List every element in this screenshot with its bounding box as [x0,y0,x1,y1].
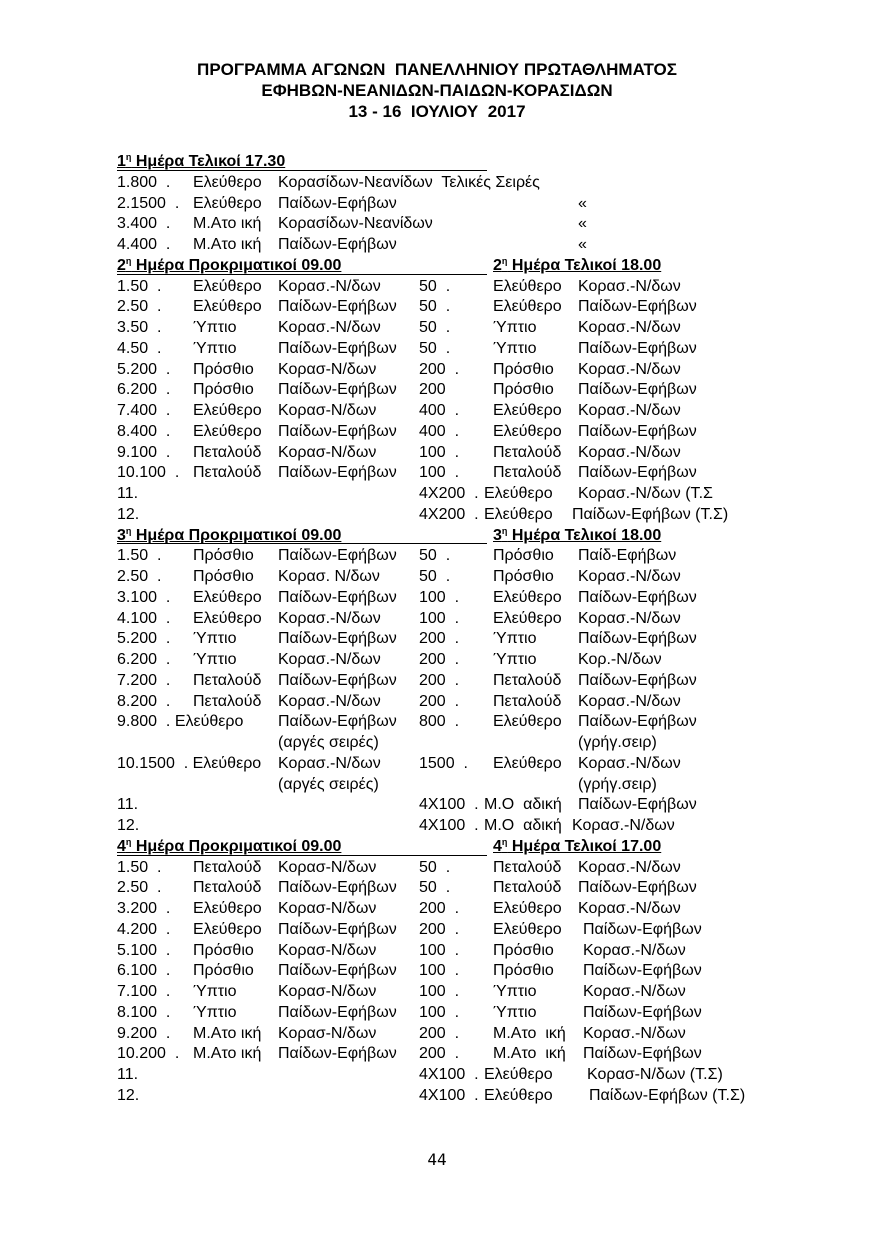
cell-c1: 7.200 . [117,671,171,689]
cell-c1: 8.100 . [117,1003,171,1021]
cell-c2: Πεταλούδ [193,879,262,897]
cell-c4: 100 . [419,588,460,606]
cell-c1: 3.50 . [117,319,162,336]
event-row [117,795,777,816]
cell-c3: Κορασ.-Ν/δων [278,651,381,668]
cell-c5: Ύπτιο [493,983,537,1000]
cell-c2: Ελεύθερο [193,402,262,419]
cell-c5: Ύπτιο [493,651,537,668]
cell-c4: 50 . [419,547,451,565]
event-row [117,567,777,588]
cell-c6: Κορασ.-Ν/δων [578,609,681,627]
cell-c1: 1.800 . [117,173,171,191]
event-row [117,297,777,318]
cell-c1: 4.100 . [117,609,171,627]
event-row [117,754,777,775]
cell-c2: Ελεύθερο [193,194,262,212]
cell-c6: Κορασ.-Ν/δων [578,443,681,461]
event-row [117,858,777,879]
cell-c5: Πρόσθιο [493,547,554,565]
cell-c5: Πρόσθιο [493,941,554,959]
cell-c4: 100 . [419,464,460,482]
cell-c2: Πεταλούδ [193,443,262,461]
cell-c3: Κορασ-Ν/δων [278,402,377,419]
event-row [117,899,777,920]
cell-c2: Πρόσθιο [193,962,254,980]
cell-c1: 3.100 . [117,588,171,606]
cell-c3: Παίδων-Εφήβων [278,1003,397,1021]
cell-c3: Παίδων-Εφήβων [278,630,397,648]
cell-c3: Παίδων-Εφήβων [278,339,397,357]
cell-c6: Παίδων-Εφήβων [578,422,697,440]
cell-c5: Ελεύθερο [493,277,562,295]
cell-c1: 5.200 . [117,630,171,648]
cell-c2: Ελεύθερο [193,277,262,295]
cell-c4: 800 . [419,713,460,731]
event-row [117,775,777,796]
event-row [117,920,777,941]
cell-c1: 12. [117,505,140,523]
cell-c1: 2.50 . [117,568,162,585]
cell-c1: 4.400 . [117,236,171,253]
cell-c3: Κορασίδων-Νεανίδων Τελικές Σειρές [278,173,540,191]
cell-c6: Παίδων-Εφήβων [578,796,697,814]
cell-c1: 2.50 . [117,879,162,897]
cell-c1: 6.200 . [117,381,171,399]
event-row [117,214,777,235]
event-row [117,733,777,754]
cell-c5: Ύπτιο [493,630,537,648]
cell-c2: Μ.Ατο ική [193,236,262,253]
cell-c3: Παίδων-Εφήβων [278,588,397,606]
event-row [117,277,777,298]
cell-c2: Πεταλούδ [193,858,262,876]
event-row [117,401,777,422]
cell-c6c: Κορασ.-Ν/δων [583,941,686,959]
cell-c6: Παίδων-Εφήβων [578,713,697,731]
cell-c1: 7.100 . [117,983,171,1000]
cell-c4: 50 . [419,568,451,585]
event-row [117,380,777,401]
cell-c1: 8.400 . [117,422,171,440]
cell-c6b: Παίδων-Εφήβων (Τ.Σ) [572,505,729,523]
cell-c4: 4X100 . [419,1086,479,1104]
event-row [117,650,777,671]
cell-c1: 4.200 . [117,920,171,938]
cell-c6e: Παίδων-Εφήβων (Τ.Σ) [589,1086,746,1104]
cell-c1: 1.50 . [117,277,162,295]
cell-c2: Πρόσθιο [193,547,254,565]
cell-c5: Ελεύθερο [493,298,562,316]
cell-c1: 2.1500 . [117,194,180,212]
cell-c6: Κορασ.-Ν/δων [578,568,681,585]
cell-c4: 4X100 . [419,1066,479,1083]
cell-c5b: Μ.Ο αδική [484,817,562,834]
cell-c6: Παίδων-Εφήβων [578,339,697,357]
event-row [117,671,777,692]
cell-c5: Μ.Ατο ική [493,1045,566,1063]
cell-c3: Κορασ-Ν/δων [278,1024,377,1042]
finals-header: $2^\eta$ Ημέρα Τελικοί 18.00 [493,255,662,274]
event-row [117,982,777,1003]
cell-c5: Ελεύθερο [493,402,562,419]
cell-c1: 5.100 . [117,941,171,959]
event-row [117,629,777,650]
cell-c5: Πρόσθιο [493,962,554,980]
cell-c4: 100 . [419,983,460,1000]
cell-c6: Κορασ.-Ν/δων [578,319,681,336]
cell-c3: Παίδων-Εφήβων [278,381,397,399]
cell-c3: (αργές σειρές) [278,734,379,751]
cell-c6: Κορασ.-Ν/δων [578,858,681,876]
cell-c3: Κορασ.-Ν/δων [278,277,381,295]
cell-c5: Πρόσθιο [493,381,554,399]
cell-c4: 200 . [419,630,460,648]
cell-c6: (γρήγ.σειρ) [578,734,657,751]
cell-c3: Παίδων-Εφήβων [278,962,397,980]
cell-c5: Ύπτιο [493,1003,537,1021]
cell-c4: 100 . [419,443,460,461]
cell-c1: 12. [117,817,140,834]
cell-c4: 200 . [419,360,460,378]
cell-c2: Ελεύθερο [193,298,262,316]
cell-c4: 4X200 . [419,485,479,502]
cell-c6: Παίδων-Εφήβων [578,671,697,689]
cell-c3: Παίδων-Εφήβων [278,713,397,731]
cell-c4: 200 [419,381,446,399]
event-row [117,588,777,609]
cell-c4: 50 . [419,858,451,876]
cell-c2: Ελεύθερο [193,900,262,917]
cell-c1: 2.50 . [117,298,162,316]
cell-c3: Παίδων-Εφήβων [278,464,397,482]
event-row [117,692,777,713]
cell-c5: Ύπτιο [493,319,537,336]
cell-c4: 50 . [419,339,451,357]
cell-c1: 5.200 . [117,360,171,378]
cell-c1: 10.200 . [117,1045,180,1063]
event-row [117,878,777,899]
cell-c2: Ελεύθερο [193,173,262,191]
cell-c2: Μ.Ατο ική [193,1045,262,1063]
cell-c6: (γρήγ.σειρ) [578,775,657,793]
cell-c3: Κορασ.-Ν/δων [278,754,381,772]
cell-c1: 11. [117,796,139,814]
finals-header: $4^\eta$ Ημέρα Τελικοί 17.00 [493,836,662,855]
cell-c5: Ελεύθερο [493,588,562,606]
cell-c5: Πεταλούδ [493,879,562,897]
cell-c5: Ελεύθερο [493,609,562,627]
cell-c4: 50 . [419,277,451,295]
cell-c1: 7.400 . [117,402,171,419]
cell-c1: 1.50 . [117,547,162,565]
cell-c2: Ύπτιο [193,983,237,1000]
cell-c1: 8.200 . [117,692,171,710]
cell-c6c: Παίδων-Εφήβων [583,1045,702,1063]
page-number: 44 [427,1150,447,1169]
prelims-header: $4^\eta$ Ημέρα Προκριματικοί 09.00 [117,836,342,855]
cell-c5: Πρόσθιο [493,360,554,378]
cell-c6: Παίδ-Εφήβων [578,547,677,565]
event-row [117,505,777,526]
cell-c5: Πεταλούδ [493,464,562,482]
cell-c6: Παίδων-Εφήβων [578,298,697,316]
event-row [117,360,777,381]
cell-c2: Ελεύθερο [193,609,262,627]
cell-c5: Πεταλούδ [493,858,562,876]
cell-c6: « [578,236,587,253]
cell-c2: Ύπτιο [193,651,237,668]
cell-c3: Παίδων-Εφήβων [278,920,397,938]
cell-c4: 200 . [419,900,460,917]
cell-c2: Ελεύθερο [193,588,262,606]
cell-c2: Ύπτιο [193,1003,237,1021]
prelims-header: $3^\eta$ Ημέρα Προκριματικοί 09.00 [117,525,342,544]
cell-c6b: Κορασ.-Ν/δων [572,817,675,834]
cell-c6: Παίδων-Εφήβων [578,630,697,648]
cell-c1: 10.100 . [117,464,180,482]
cell-c5b: Ελεύθερο [484,1066,553,1083]
cell-c5: Ελεύθερο [493,920,562,938]
cell-c3: Παίδων-Εφήβων [278,298,397,316]
cell-c6c: Παίδων-Εφήβων [583,920,702,938]
cell-c3: Κορασίδων-Νεανίδων [278,215,433,233]
day-header [117,256,777,277]
cell-c6: Παίδων-Εφήβων [578,381,697,399]
cell-c4: 50 . [419,879,451,897]
event-row [117,235,777,256]
cell-c5b: Ελεύθερο [484,505,553,523]
cell-c5: Ελεύθερο [493,422,562,440]
cell-c6: Κορασ.-Ν/δων [578,900,681,917]
event-row [117,546,777,567]
cell-c3: Κορασ-Ν/δων [278,900,377,917]
event-row [117,941,777,962]
event-row [117,339,777,360]
cell-c6: Κορασ.-Ν/δων [578,692,681,710]
event-row [117,1086,777,1107]
prelims-header: $2^\eta$ Ημέρα Προκριματικοί 09.00 [117,255,342,274]
cell-c5b: Ελεύθερο [484,1086,553,1104]
cell-c6: Κορασ.-Ν/δων (Τ.Σ [578,485,713,502]
cell-c3: Παίδων-Εφήβων [278,671,397,689]
cell-c3: Κορασ.-Ν/δων [278,609,381,627]
cell-c4: 200 . [419,651,460,668]
cell-c5: Πρόσθιο [493,568,554,585]
document-title [0,59,874,122]
cell-c5: Πεταλούδ [493,443,562,461]
cell-c5: Πεταλούδ [493,671,562,689]
cell-c2: Πρόσθιο [193,381,254,399]
cell-c1: 1.50 . [117,858,162,876]
event-row [117,484,777,505]
event-row [117,173,777,194]
cell-c3: (αργές σειρές) [278,775,379,793]
cell-c4: 1500 . [419,754,468,772]
cell-c6: « [578,215,587,233]
event-row [117,816,777,837]
cell-c4: 400 . [419,422,460,440]
cell-c6: Κορασ.-Ν/δων [578,277,681,295]
cell-c6: Παίδων-Εφήβων [578,464,697,482]
cell-c1: 6.100 . [117,962,171,980]
cell-c4: 100 . [419,962,460,980]
cell-c6c: Κορασ.-Ν/δων [583,983,686,1000]
cell-c4: 50 . [419,298,451,316]
cell-c3: Παίδων-Εφήβων [278,879,397,897]
cell-c5: Πεταλούδ [493,692,562,710]
cell-c5: Ελεύθερο [493,754,562,772]
cell-c1: 12. [117,1086,140,1104]
event-row [117,422,777,443]
event-row [117,1044,777,1065]
event-row [117,194,777,215]
cell-c6c: Κορασ.-Ν/δων [583,1024,686,1042]
event-row [117,1003,777,1024]
cell-c2: Μ.Ατο ική [193,1024,262,1042]
event-row [117,609,777,630]
cell-c3: Κορασ. Ν/δων [278,568,380,585]
cell-c4: 4X200 . [419,505,479,523]
cell-c3: Κορασ-Ν/δων [278,941,377,959]
cell-c6: Κορασ.-Ν/δων [578,360,681,378]
cell-c1: 11. [117,1066,139,1083]
schedule-table [117,152,777,1107]
cell-c3: Παίδων-Εφήβων [278,422,397,440]
cell-c3: Κορασ-Ν/δων [278,360,377,378]
cell-c6: Κορασ.-Ν/δων [578,754,681,772]
cell-c4: 4X100 . [419,817,479,834]
cell-c2: Πεταλούδ [193,692,262,710]
day-header [117,837,777,858]
event-row [117,1065,777,1086]
cell-c3: Κορασ-Ν/δων [278,858,377,876]
cell-c5b: Μ.Ο αδική [484,796,562,814]
event-row [117,1024,777,1045]
cell-c4: 200 . [419,920,460,938]
event-row [117,318,777,339]
cell-c3: Παίδων-Εφήβων [278,1045,397,1063]
cell-c6c: Παίδων-Εφήβων [583,1003,702,1021]
event-row [117,443,777,464]
cell-c5: Ελεύθερο [493,713,562,731]
cell-c4: 200 . [419,692,460,710]
cell-c6: Παίδων-Εφήβων [578,879,697,897]
cell-c4: 100 . [419,609,460,627]
cell-c1: 3.400 . [117,215,171,233]
cell-c4: 200 . [419,1024,460,1042]
cell-c4: 100 . [419,1003,460,1021]
cell-c3: Κορασ.-Ν/δων [278,692,381,710]
cell-c4: 100 . [419,941,460,959]
cell-c1: 11. [117,485,139,502]
day-header [117,152,777,173]
cell-c6: Παίδων-Εφήβων [578,588,697,606]
event-row [117,712,777,733]
cell-c1: 3.200 . [117,900,171,917]
cell-c6: « [578,194,587,212]
cell-c1: 9.100 . [117,443,171,461]
cell-c3: Παίδων-Εφήβων [278,236,397,253]
cell-c3: Παίδων-Εφήβων [278,194,397,212]
event-row [117,961,777,982]
cell-c2: Ελεύθερο [193,920,262,938]
cell-c1: 9.200 . [117,1024,171,1042]
cell-c5b: Ελεύθερο [484,485,553,502]
cell-c5: Ελεύθερο [493,900,562,917]
cell-c4: 400 . [419,402,460,419]
cell-c6: Κορασ.-Ν/δων [578,402,681,419]
cell-c4: 50 . [419,319,451,336]
cell-c6d: Κορασ-Ν/δων (Τ.Σ) [587,1066,723,1083]
cell-c2: Ύπτιο [193,630,237,648]
cell-c2: Πρόσθιο [193,360,254,378]
cell-c6c: Παίδων-Εφήβων [583,962,702,980]
cell-c2: Πρόσθιο [193,568,254,585]
cell-c3: Κορασ.-Ν/δων [278,319,381,336]
event-row [117,463,777,484]
cell-c3: Παίδων-Εφήβων [278,547,397,565]
cell-c5: Μ.Ατο ική [493,1024,566,1042]
cell-c2: Μ.Ατο ική [193,215,262,233]
cell-c1: 4.50 . [117,339,162,357]
cell-c5: Ύπτιο [493,339,537,357]
title-line-3: 13 - 16 ΙΟΥΛΙΟΥ 2017 [348,102,526,121]
day-header [117,526,777,547]
cell-c4: 4X100 . [419,796,479,814]
title-line-1: ΠΡΟΓΡΑΜΜΑ ΑΓΩΝΩΝ ΠΑΝΕΛΛΗΝΙΟΥ ΠΡΩΤΑΘΛΗΜΑΤΟΣ [197,60,677,79]
cell-c3: Κορασ-Ν/δων [278,443,377,461]
finals-header: $3^\eta$ Ημέρα Τελικοί 18.00 [493,525,662,544]
cell-c4: 200 . [419,671,460,689]
cell-c2: Ύπτιο [193,339,237,357]
cell-c1w: 9.800 . Ελεύθερο [117,713,244,731]
title-line-2: ΕΦΗΒΩΝ-ΝΕΑΝΙΔΩΝ-ΠΑΙΔΩΝ-ΚΟΡΑΣΙΔΩΝ [261,81,613,100]
prelims-header: $1^\eta$ Ημέρα Τελικοί 17.30 [117,152,286,170]
cell-c1: 6.200 . [117,651,171,668]
cell-c2: Πεταλούδ [193,464,262,482]
cell-c2: Πρόσθιο [193,941,254,959]
cell-c2: Πεταλούδ [193,671,262,689]
cell-c2: Ύπτιο [193,319,237,336]
cell-c6: Κορ.-Ν/δων [578,651,662,668]
cell-c3: Κορασ-Ν/δων [278,983,377,1000]
cell-c4: 200 . [419,1045,460,1063]
cell-c1w: 10.1500 . Ελεύθερο [117,754,262,772]
cell-c2: Ελεύθερο [193,422,262,440]
